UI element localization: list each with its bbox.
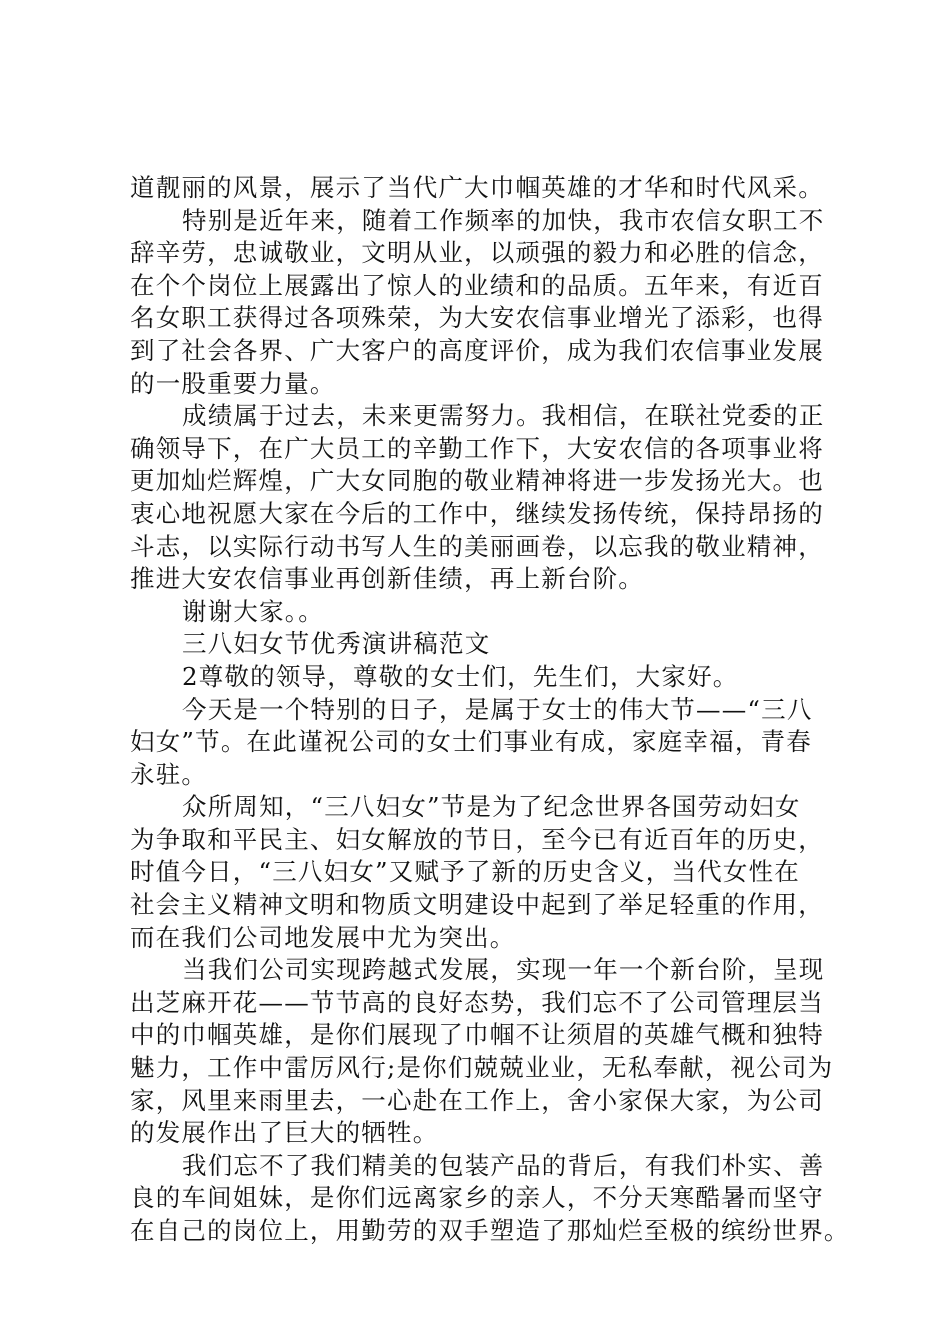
- text-line: 名女职工获得过各项殊荣，为大安农信事业增光了添彩，也得: [130, 303, 824, 333]
- text-line: 当我们公司实现跨越式发展，实现一年一个新台阶，呈现: [182, 955, 825, 985]
- text-line: 斗志，以实际行动书写人生的美丽画卷，以忘我的敬业精神，: [130, 531, 824, 561]
- text-line: 出芝麻开花——节节高的良好态势，我们忘不了公司管理层当: [130, 987, 824, 1017]
- text-line: 确领导下，在广大员工的辛勤工作下，大安农信的各项事业将: [130, 433, 824, 463]
- text-line: 道靓丽的风景，展示了当代广大巾帼英雄的才华和时代风采。: [130, 173, 824, 202]
- text-line: 中的巾帼英雄，是你们展现了巾帼不让须眉的英雄气概和独特: [130, 1020, 824, 1050]
- text-line: 时值今日，“三八妇女”又赋予了新的历史含义，当代女性在: [130, 857, 800, 887]
- text-line: 我们忘不了我们精美的包装产品的背后，有我们朴实、善: [182, 1150, 825, 1180]
- text-line: 而在我们公司地发展中尤为突出。: [130, 922, 516, 952]
- text-line: 辞辛劳，忠诚敬业，文明从业，以顽强的毅力和必胜的信念，: [130, 238, 824, 268]
- text-line: 特别是近年来，随着工作频率的加快，我市农信女职工不: [182, 205, 825, 235]
- text-line: 魅力，工作中雷厉风行;是你们兢兢业业，无私奉献，视公司为: [130, 1053, 834, 1083]
- text-line: 推进大安农信事业再创新佳绩，再上新台阶。: [130, 564, 644, 594]
- text-line: 妇女”节。在此谨祝公司的女士们事业有成，家庭幸福，青春: [130, 727, 812, 757]
- text-line: 在个个岗位上展露出了惊人的业绩和的品质。五年来，有近百: [130, 270, 824, 300]
- document-body: [130, 172, 850, 1248]
- text-line: 今天是一个特别的日子，是属于女士的伟大节——“三八: [182, 694, 813, 724]
- text-line: 衷心地祝愿大家在今后的工作中，继续发扬传统，保持昂扬的: [130, 498, 824, 528]
- text-line: 为争取和平民主、妇女解放的节日，至今已有近百年的历史，: [130, 824, 824, 854]
- text-line: 成绩属于过去，未来更需努力。我相信，在联社党委的正: [182, 401, 825, 431]
- text-line: 良的车间姐妹，是你们远离家乡的亲人，不分天寒酷暑而坚守: [130, 1183, 824, 1213]
- text-line: 三八妇女节优秀演讲稿范文: [182, 629, 491, 659]
- text-line: 的一股重要力量。: [130, 368, 336, 398]
- text-line: 2尊敬的领导，尊敬的女士们，先生们，大家好。: [182, 661, 739, 691]
- text-line: 家，风里来雨里去，一心赴在工作上，舍小家保大家，为公司: [130, 1085, 824, 1115]
- text-line: 的发展作出了巨大的牺牲。: [130, 1118, 439, 1148]
- text-line: 谢谢大家。。: [182, 596, 324, 626]
- text-line: 在自己的岗位上，用勤劳的双手塑造了那灿烂至极的缤纷世界。: [130, 1216, 850, 1245]
- text-line: 更加灿烂辉煌，广大女同胞的敬业精神将进一步发扬光大。也: [130, 466, 824, 496]
- text-line: 社会主义精神文明和物质文明建设中起到了举足轻重的作用，: [130, 890, 824, 920]
- text-line: 众所周知，“三八妇女”节是为了纪念世界各国劳动妇女: [182, 792, 801, 822]
- text-line: 到了社会各界、广大客户的高度评价，成为我们农信事业发展: [130, 335, 824, 365]
- text-line: 永驻。: [130, 759, 208, 789]
